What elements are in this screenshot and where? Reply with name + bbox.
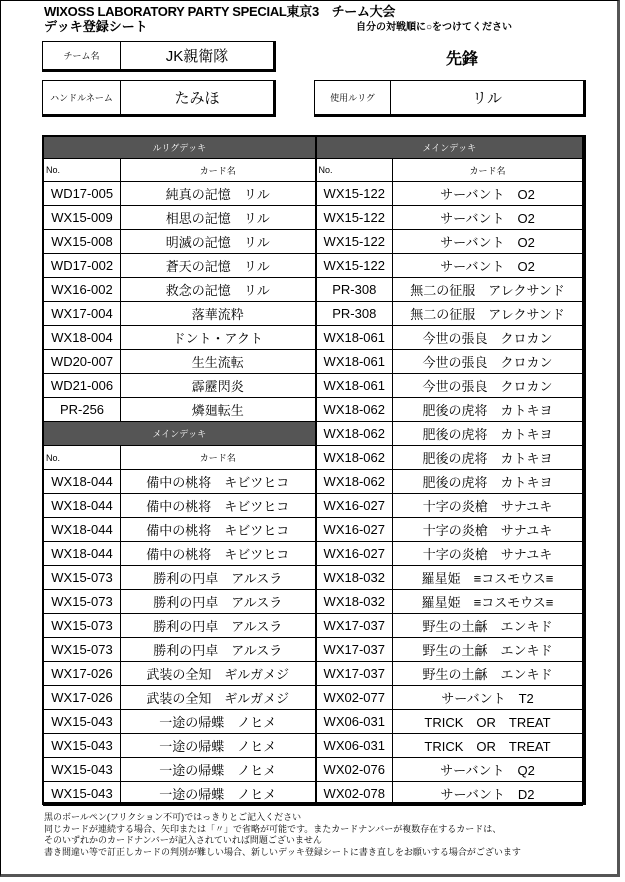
card-name-cell[interactable]: 武装の全知 ギルガメジ — [121, 686, 316, 710]
grid-row — [44, 758, 583, 782]
card-number-cell[interactable]: WX16-027 — [316, 494, 393, 518]
card-number-cell[interactable]: WX17-037 — [316, 614, 393, 638]
card-name-cell[interactable]: サーバント O2 — [393, 182, 583, 206]
card-name-cell[interactable]: サーバント O2 — [393, 230, 583, 254]
card-name-cell[interactable]: 今世の張良 クロカン — [393, 374, 583, 398]
grid-row — [44, 254, 583, 278]
grid-row — [44, 446, 583, 470]
card-number-cell[interactable]: WD17-005 — [44, 182, 121, 206]
card-number-cell[interactable]: PR-308 — [316, 302, 393, 326]
card-name-cell[interactable]: 救念の記憶 リル — [121, 278, 316, 302]
card-name-cell[interactable]: 燐廻転生 — [121, 398, 316, 422]
card-name-cell[interactable]: 生生流転 — [121, 350, 316, 374]
grid-row — [44, 590, 583, 614]
card-name-cell[interactable]: 明滅の記憶 リル — [121, 230, 316, 254]
card-number-cell[interactable]: WX16-002 — [44, 278, 121, 302]
grid-row — [44, 470, 583, 494]
card-number-cell[interactable]: WX15-008 — [44, 230, 121, 254]
card-name-cell[interactable]: 肥後の虎将 カトキヨ — [393, 422, 583, 446]
card-name-cell[interactable]: 野生の土龢 エンキド — [393, 638, 583, 662]
card-name-cell[interactable]: 十字の炎槍 サナユキ — [393, 518, 583, 542]
card-number-cell[interactable]: WX18-061 — [316, 374, 393, 398]
card-name-cell[interactable]: 十字の炎槍 サナユキ — [393, 494, 583, 518]
card-name-cell[interactable]: 今世の張良 クロカン — [393, 326, 583, 350]
column-header-card-name: カード名 — [121, 446, 316, 470]
card-name-cell[interactable]: 備中の桃将 キビツヒコ — [121, 470, 316, 494]
card-number-cell[interactable]: WX06-031 — [316, 734, 393, 758]
card-name-cell[interactable]: 勝利の円卓 アルスラ — [121, 566, 316, 590]
card-number-cell[interactable]: WX15-073 — [44, 638, 121, 662]
card-name-cell[interactable]: サーバント O2 — [393, 254, 583, 278]
card-name-cell[interactable]: サーバント Q2 — [393, 758, 583, 782]
main-deck-left-header: メインデッキ — [44, 422, 316, 446]
card-number-cell[interactable]: WX02-078 — [316, 782, 393, 806]
grid-row — [44, 734, 583, 758]
card-number-cell[interactable]: WX17-037 — [316, 638, 393, 662]
grid-row — [44, 542, 583, 566]
card-name-cell[interactable]: 備中の桃将 キビツヒコ — [121, 542, 316, 566]
card-number-cell[interactable]: WX15-043 — [44, 782, 121, 806]
card-number-cell[interactable]: WX15-122 — [316, 230, 393, 254]
card-name-cell[interactable]: 羅星姫 ≡コスモウス≡ — [393, 566, 583, 590]
main-deck-right-header: メインデッキ — [316, 137, 583, 159]
card-number-cell[interactable]: WX15-073 — [44, 590, 121, 614]
card-number-cell[interactable]: WX15-073 — [44, 614, 121, 638]
card-number-cell[interactable]: WX15-043 — [44, 710, 121, 734]
column-header-no: No. — [44, 446, 121, 470]
card-name-cell[interactable]: 相思の記憶 リル — [121, 206, 316, 230]
card-name-cell[interactable]: 一途の帰蝶 ノヒメ — [121, 782, 316, 806]
battle-order-position[interactable]: 先鋒 — [446, 51, 479, 68]
card-name-cell[interactable]: 落華流粋 — [121, 302, 316, 326]
lrig-deck-header: ルリグデッキ — [44, 137, 316, 159]
card-name-cell[interactable]: 羅星姫 ≡コスモウス≡ — [393, 590, 583, 614]
card-name-cell[interactable]: 肥後の虎将 カトキヨ — [393, 470, 583, 494]
card-number-cell[interactable]: WX15-122 — [316, 254, 393, 278]
grid-row — [44, 662, 583, 686]
note-line: 書き間違い等で訂正しカードの判別が難しい場合、新しいデッキ登録シートに書き直しをお願いする場合がございます — [44, 846, 521, 857]
handle-name-value: たみほ — [174, 90, 220, 107]
card-name-cell[interactable]: 十字の炎槍 サナユキ — [393, 542, 583, 566]
card-name-cell[interactable]: 純真の記憶 リル — [121, 182, 316, 206]
lrig-used-value: リル — [471, 90, 502, 107]
card-number-cell[interactable]: WX15-009 — [44, 206, 121, 230]
grid-row — [44, 638, 583, 662]
card-name-cell[interactable]: サーバント D2 — [393, 782, 583, 806]
instructions — [44, 812, 521, 858]
card-name-cell[interactable]: 肥後の虎将 カトキヨ — [393, 398, 583, 422]
card-number-cell[interactable]: WX18-061 — [316, 326, 393, 350]
note-line: 同じカードが連続する場合、矢印または「〃」で省略が可能です。またカードナンバーが複数存在するカードは、 — [44, 823, 502, 834]
card-number-cell[interactable]: WX17-026 — [44, 662, 121, 686]
team-name-label: チーム名 — [43, 42, 121, 69]
card-name-cell[interactable]: 一途の帰蝶 ノヒメ — [121, 758, 316, 782]
card-number-cell[interactable]: WX15-043 — [44, 758, 121, 782]
grid-row — [44, 182, 583, 206]
card-number-cell[interactable]: WX18-062 — [316, 398, 393, 422]
grid-row — [44, 494, 583, 518]
lrig-used-label: 使用ルリグ — [315, 81, 391, 114]
card-name-cell[interactable]: サーバント O2 — [393, 206, 583, 230]
card-number-cell[interactable]: WX18-061 — [316, 350, 393, 374]
grid-row — [44, 278, 583, 302]
card-number-cell[interactable]: WX15-073 — [44, 566, 121, 590]
sheet-subtitle: デッキ登録シート — [44, 19, 148, 34]
column-header-card-name: カード名 — [393, 159, 583, 182]
column-header-no: No. — [44, 159, 121, 182]
card-number-cell[interactable]: WX18-032 — [316, 590, 393, 614]
card-number-cell[interactable]: WX02-077 — [316, 686, 393, 710]
card-name-cell[interactable]: 無二の征服 アレクサンド — [393, 278, 583, 302]
card-number-cell[interactable]: WX18-044 — [44, 494, 121, 518]
card-number-cell[interactable]: WX18-062 — [316, 470, 393, 494]
card-number-cell[interactable]: WX17-037 — [316, 662, 393, 686]
card-name-cell[interactable]: 一途の帰蝶 ノヒメ — [121, 734, 316, 758]
card-name-cell[interactable]: 肥後の虎将 カトキヨ — [393, 446, 583, 470]
card-name-cell[interactable]: 備中の桃将 キビツヒコ — [121, 518, 316, 542]
handle-name-field[interactable] — [42, 80, 276, 117]
card-number-cell[interactable]: PR-256 — [44, 398, 121, 422]
card-name-cell[interactable]: 蒼天の記憶 リル — [121, 254, 316, 278]
column-header-no: No. — [316, 159, 393, 182]
deck-grid — [43, 136, 583, 806]
card-name-cell[interactable]: ドント・アクト — [121, 326, 316, 350]
card-number-cell[interactable]: WX17-004 — [44, 302, 121, 326]
card-name-cell[interactable]: 霹靂閃炎 — [121, 374, 316, 398]
grid-row — [44, 518, 583, 542]
card-number-cell[interactable]: WX18-004 — [44, 326, 121, 350]
card-number-cell[interactable]: WX17-026 — [44, 686, 121, 710]
grid-row — [44, 350, 583, 374]
card-number-cell[interactable]: WD17-002 — [44, 254, 121, 278]
note-line: 黒のボールペン(フリクション不可)ではっきりとご記入ください — [44, 812, 302, 822]
card-number-cell[interactable]: PR-308 — [316, 278, 393, 302]
card-number-cell[interactable]: WD20-007 — [44, 350, 121, 374]
grid-row — [44, 566, 583, 590]
order-hint: 自分の対戦順に○をつけてください — [356, 22, 513, 33]
grid-row — [44, 206, 583, 230]
lrig-used-field[interactable] — [314, 80, 586, 117]
grid-row — [44, 230, 583, 254]
card-name-cell[interactable]: 勝利の円卓 アルスラ — [121, 614, 316, 638]
card-number-cell[interactable]: WX15-122 — [316, 182, 393, 206]
card-name-cell[interactable]: TRICK OR TREAT — [393, 734, 583, 758]
card-name-cell[interactable]: 備中の桃将 キビツヒコ — [121, 494, 316, 518]
card-number-cell[interactable]: WX18-044 — [44, 542, 121, 566]
team-name-value: JK親衛隊 — [165, 48, 229, 65]
card-number-cell[interactable]: WX15-043 — [44, 734, 121, 758]
card-name-cell[interactable]: 野生の土龢 エンキド — [393, 662, 583, 686]
card-name-cell[interactable]: サーバント T2 — [393, 686, 583, 710]
handle-name-label: ハンドルネーム — [43, 81, 121, 114]
card-number-cell[interactable]: WX18-062 — [316, 422, 393, 446]
card-number-cell[interactable]: WX16-027 — [316, 518, 393, 542]
sheet-title: WIXOSS LABORATORY PARTY SPECIAL東京3 チーム大会 — [44, 4, 396, 19]
column-header-card-name: カード名 — [121, 159, 316, 182]
card-name-cell[interactable]: 無二の征服 アレクサンド — [393, 302, 583, 326]
card-number-cell[interactable]: WX18-044 — [44, 518, 121, 542]
grid-row — [44, 302, 583, 326]
card-number-cell[interactable]: WX18-062 — [316, 446, 393, 470]
card-name-cell[interactable]: 一途の帰蝶 ノヒメ — [121, 710, 316, 734]
card-number-cell[interactable]: WX02-076 — [316, 758, 393, 782]
card-name-cell[interactable]: TRICK OR TREAT — [393, 710, 583, 734]
card-name-cell[interactable]: 勝利の円卓 アルスラ — [121, 590, 316, 614]
grid-row — [44, 782, 583, 806]
grid-row — [44, 710, 583, 734]
note-line: そのいずれかのカードナンバーが記入されていれば問題ございません — [44, 835, 322, 845]
card-name-cell[interactable]: 野生の土龢 エンキド — [393, 614, 583, 638]
team-name-field[interactable] — [42, 41, 276, 72]
card-number-cell[interactable]: WX06-031 — [316, 710, 393, 734]
grid-row — [44, 137, 583, 159]
card-name-cell[interactable]: 武装の全知 ギルガメジ — [121, 662, 316, 686]
grid-row — [44, 422, 583, 446]
grid-row — [44, 614, 583, 638]
grid-row — [44, 374, 583, 398]
grid-row — [44, 398, 583, 422]
card-number-cell[interactable]: WX18-032 — [316, 566, 393, 590]
grid-row — [44, 686, 583, 710]
card-name-cell[interactable]: 勝利の円卓 アルスラ — [121, 638, 316, 662]
card-number-cell[interactable]: WD21-006 — [44, 374, 121, 398]
card-number-cell[interactable]: WX16-027 — [316, 542, 393, 566]
card-name-cell[interactable]: 今世の張良 クロカン — [393, 350, 583, 374]
card-number-cell[interactable]: WX15-122 — [316, 206, 393, 230]
deck-table — [42, 135, 586, 805]
card-number-cell[interactable]: WX18-044 — [44, 470, 121, 494]
grid-row — [44, 159, 583, 182]
grid-row — [44, 326, 583, 350]
